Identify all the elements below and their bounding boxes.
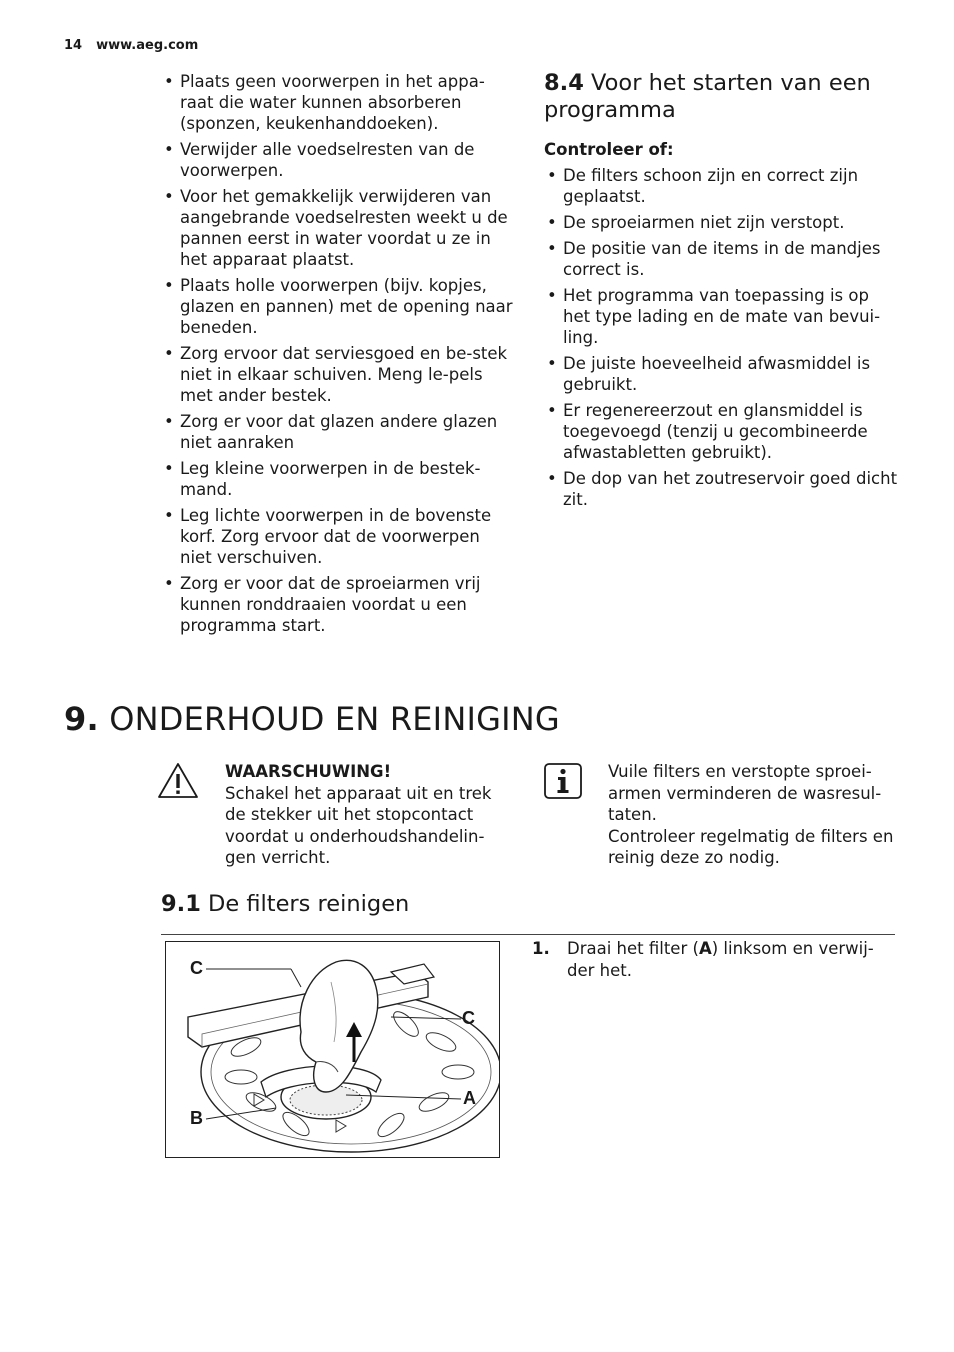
step-1 <box>532 938 882 981</box>
check-list <box>545 165 900 515</box>
info-line-1: Vuile filters en verstopte sproei-armen verminderen de wasresul-taten. <box>608 762 882 824</box>
figure-label-c-right: C <box>462 1008 475 1028</box>
list-item: • De dop van het zoutreservoir goed dicht zit. <box>545 468 900 510</box>
filter-drawing <box>166 942 499 1157</box>
section-title: De filters reinigen <box>208 891 410 917</box>
list-item: • Verwijder alle voedselresten van de voorwerpen. <box>162 139 514 181</box>
step-text <box>532 938 882 981</box>
warning-title: WAARSCHUWING! <box>225 762 392 781</box>
section-title: Voor het starten van een programma <box>544 70 871 123</box>
list-item: • Leg lichte voorwerpen in de bovenste korf. Zorg ervoor dat de voorwerpen niet verschuiven. <box>162 505 514 568</box>
section-8-4-heading <box>544 70 904 124</box>
section-9-1-heading <box>161 891 409 917</box>
check-label: Controleer of: <box>544 140 674 159</box>
list-item: • Plaats geen voorwerpen in het appa-raat die water kunnen absorberen (sponzen, keukenhanddoeken). <box>162 71 514 134</box>
loading-tips-list <box>162 71 514 641</box>
page-number: 14 <box>64 38 83 53</box>
chapter-number: 9. <box>64 700 99 738</box>
list-item: • Plaats holle voorwerpen (bijv. kopjes, glazen en pannen) met de opening naar beneden. <box>162 275 514 338</box>
filter-illustration <box>165 941 500 1158</box>
section-number: 9.1 <box>161 891 201 917</box>
info-line-2: Controleer regelmatig de filters en reinig deze zo nodig. <box>608 826 894 867</box>
step-text-part: Draai het filter ( <box>567 939 699 958</box>
info-block <box>608 761 898 869</box>
warning-text: Schakel het apparaat uit en trek de stekker uit het stopcontact voordat u onderhoudshandelin-gen verricht. <box>225 783 492 867</box>
step-number: 1. <box>532 939 550 958</box>
divider <box>161 934 895 935</box>
list-item: • Zorg ervoor dat serviesgoed en be-stek niet in elkaar schuiven. Meng le-pels met ander bestek. <box>162 343 514 406</box>
list-item: • De juiste hoeveelheid afwasmiddel is gebruikt. <box>545 353 900 395</box>
list-item: • De sproeiarmen niet zijn verstopt. <box>545 212 900 233</box>
warning-icon <box>157 762 199 800</box>
section-number: 8.4 <box>544 70 584 96</box>
step-text-part: ) linksom en verwij-der het. <box>567 939 874 980</box>
list-item: • Er regenereerzout en glansmiddel is toegevoegd (tenzij u gecombineerde afwastabletten gebruikt). <box>545 400 900 463</box>
figure-label-c-top: C <box>190 958 203 978</box>
info-icon <box>544 763 582 799</box>
site-url: www.aeg.com <box>96 38 199 53</box>
list-item: • Leg kleine voorwerpen in de bestek-mand. <box>162 458 514 500</box>
list-item: • Zorg er voor dat de sproeiarmen vrij kunnen ronddraaien voordat u een programma start. <box>162 573 514 636</box>
list-item: • De positie van de items in de mandjes correct is. <box>545 238 900 280</box>
list-item: • De filters schoon zijn en correct zijn geplaatst. <box>545 165 900 207</box>
warning-block <box>225 761 515 869</box>
list-item: • Voor het gemakkelijk verwijderen van aangebrande voedselresten weekt u de pannen eerst in water voordat u ze in het apparaat plaatst. <box>162 186 514 270</box>
chapter-title: ONDERHOUD EN REINIGING <box>109 700 560 738</box>
figure-label-a: A <box>463 1088 476 1108</box>
page-header <box>64 38 198 53</box>
list-item: • Zorg er voor dat glazen andere glazen niet aanraken <box>162 411 514 453</box>
list-item: • Het programma van toepassing is op het type lading en de mate van bevui-ling. <box>545 285 900 348</box>
step-text-bold: A <box>698 939 712 958</box>
chapter-heading <box>64 700 560 738</box>
figure-label-b: B <box>190 1108 203 1128</box>
